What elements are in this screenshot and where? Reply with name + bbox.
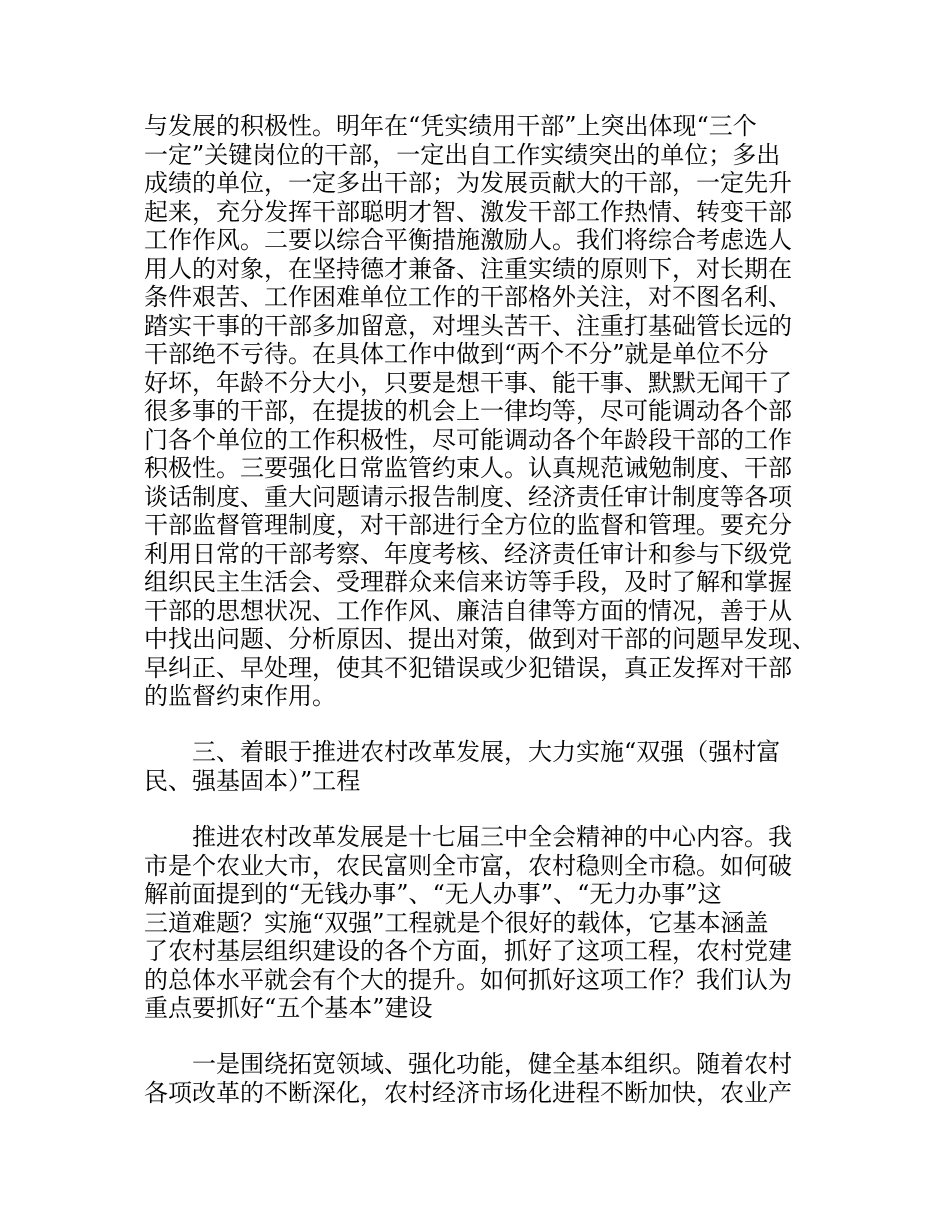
text-line: 三道难题？实施“双强”工程就是个很好的载体，它基本涵盖 — [144, 908, 769, 937]
text-line: 起来，充分发挥干部聪明才智、激发干部工作热情、转变干部 — [144, 197, 792, 226]
text-line: 各项改革的不断深化，农村经济市场化进程不断加快，农业产 — [144, 1078, 792, 1107]
text-line: 好坏，年龄不分大小，只要是想干事、能干事、默默无闻干了 — [144, 368, 792, 397]
heading-line: 三、着眼于推进农村改革发展，大力实施“双强（强村富 — [192, 738, 781, 766]
text-line: 门各个单位的工作积极性，尽可能调动各个年龄段干部的工作 — [144, 425, 792, 454]
heading-line: 民、强基固本）”工程 — [144, 766, 361, 795]
text-line: 了农村基层组织建设的各个方面，抓好了这项工程，农村党建 — [144, 937, 792, 965]
text-line: 积极性。三要强化日常监管约束人。认真规范诫勉制度、干部 — [144, 454, 792, 482]
text-line: 很多事的干部，在提拔的机会上一律均等，尽可能调动各个部 — [144, 397, 792, 425]
text-line: 解前面提到的“无钱办事”、“无人办事”、“无力办事”这 — [144, 880, 722, 908]
paragraph-basic-organization — [144, 1050, 824, 1107]
text-line: 踏实干事的干部多加留意，对埋头苦干、注重打基础管长远的 — [144, 311, 792, 340]
paragraph-cadre-incentives — [144, 112, 824, 711]
text-line: 干部监督管理制度，对干部进行全方位的监督和管理。要充分 — [144, 511, 792, 539]
text-line: 谈话制度、重大问题请示报告制度、经济责任审计制度等各项 — [144, 482, 792, 511]
text-line: 干部绝不亏待。在具体工作中做到“两个不分”就是单位不分 — [144, 340, 769, 368]
text-line: 重点要抓好“五个基本”建设 — [144, 994, 433, 1022]
text-line: 早纠正、早处理，使其不犯错误或少犯错误，真正发挥对干部 — [144, 653, 792, 682]
text-line: 市是个农业大市，农民富则全市富，农村稳则全市稳。如何破 — [144, 851, 792, 880]
text-line: 的监督约束作用。 — [144, 682, 336, 710]
text-line: 成绩的单位，一定多出干部；为发展贡献大的干部，一定先升 — [144, 169, 792, 197]
text-line: 用人的对象，在坚持德才兼备、注重实绩的原则下，对长期在 — [144, 254, 792, 283]
text-line: 一是围绕拓宽领域、强化功能，健全基本组织。随着农村 — [192, 1050, 792, 1078]
section-heading-three — [144, 738, 824, 795]
text-line: 推进农村改革发展是十七届三中全会精神的中心内容。我 — [192, 823, 792, 851]
text-line: 干部的思想状况、工作作风、廉洁自律等方面的情况，善于从 — [144, 596, 792, 625]
text-line: 中找出问题、分析原因、提出对策，做到对干部的问题早发现、 — [144, 625, 816, 653]
text-line: 条件艰苦、工作困难单位工作的干部格外关注，对不图名利、 — [144, 283, 792, 311]
text-line: 一定”关键岗位的干部，一定出自工作实绩突出的单位；多出 — [144, 140, 781, 169]
text-line: 工作作风。二要以综合平衡措施激励人。我们将综合考虑选人 — [144, 226, 792, 254]
text-line: 利用日常的干部考察、年度考核、经济责任审计和参与下级党 — [144, 539, 792, 568]
text-line: 组织民主生活会、受理群众来信来访等手段，及时了解和掌握 — [144, 568, 792, 596]
paragraph-rural-reform — [144, 823, 824, 1023]
text-line: 与发展的积极性。明年在“凭实绩用干部”上突出体现“三个 — [144, 112, 757, 140]
text-line: 的总体水平就会有个大的提升。如何抓好这项工作？我们认为 — [144, 965, 792, 994]
